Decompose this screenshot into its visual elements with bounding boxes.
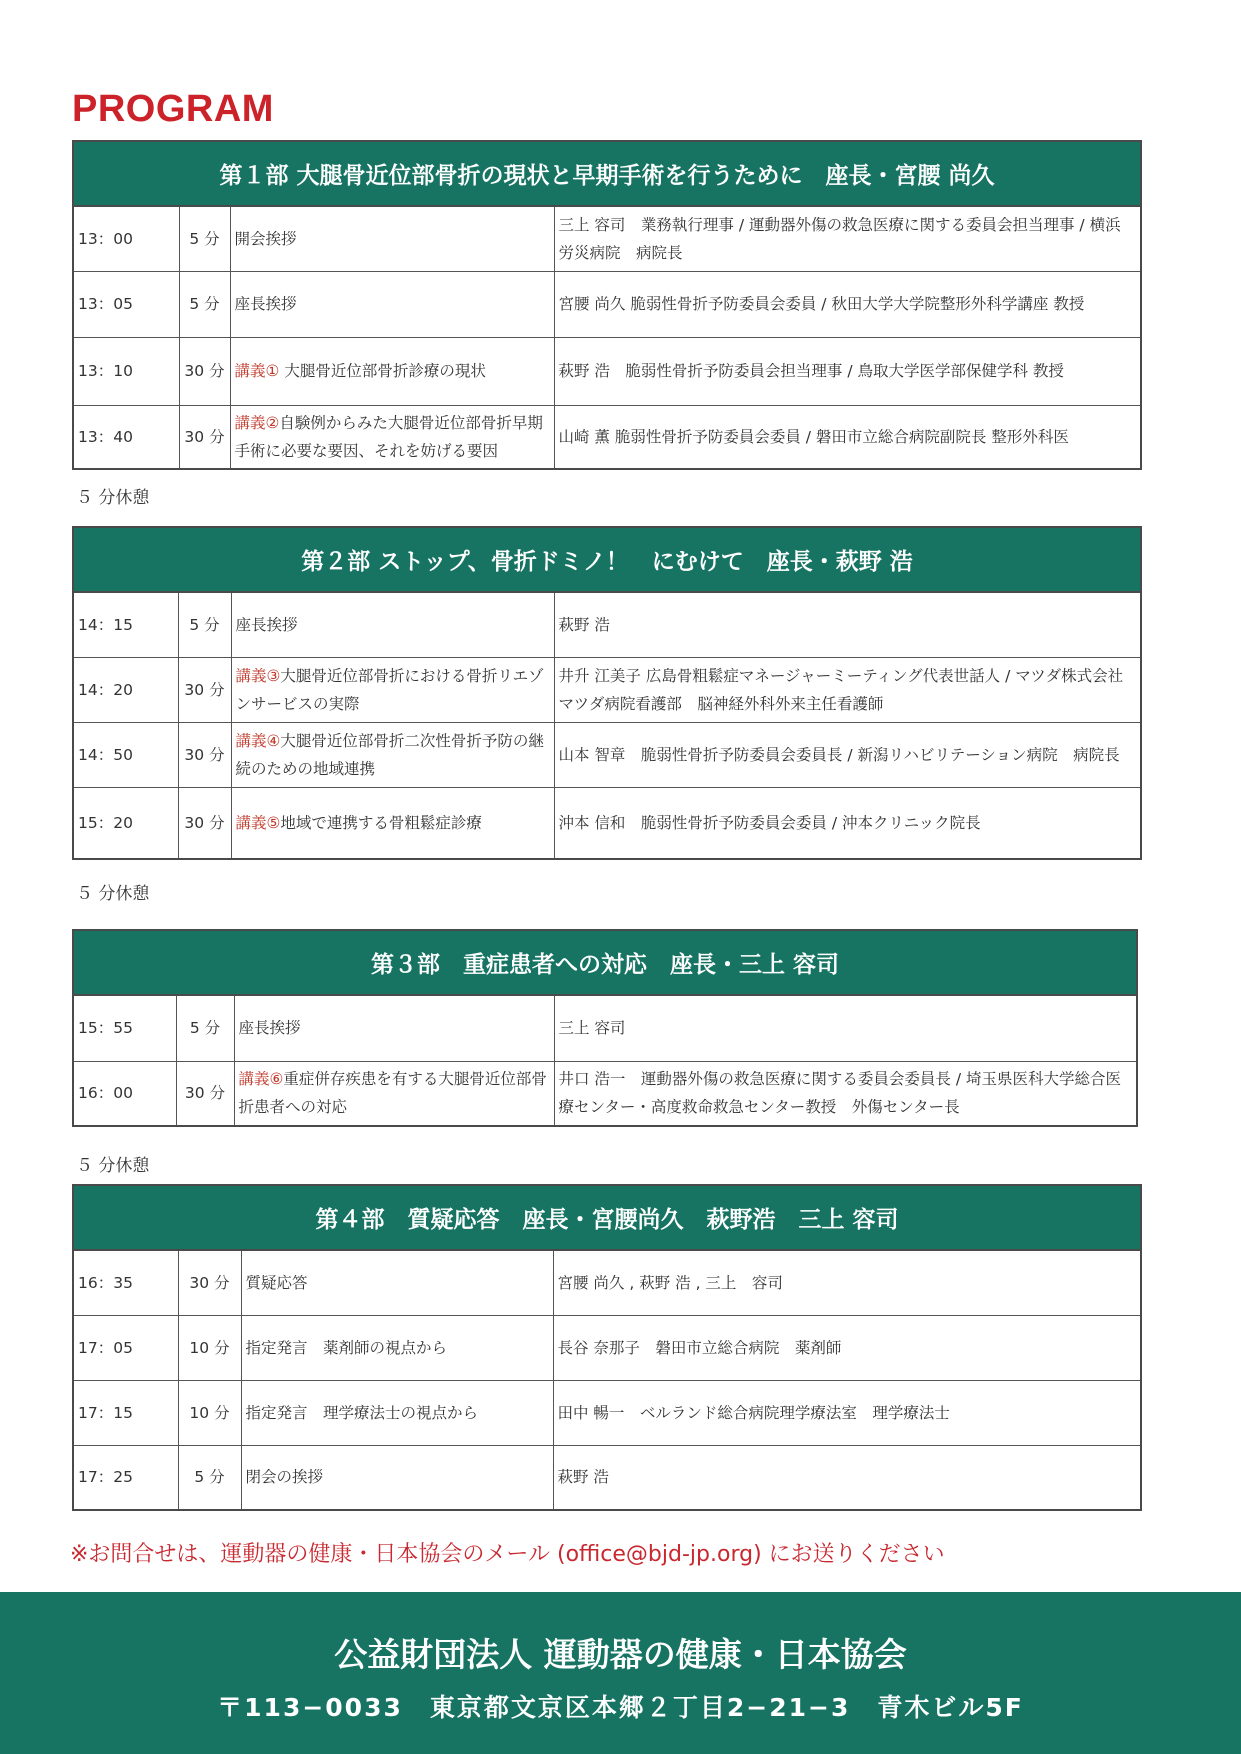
program-table-1 bbox=[72, 140, 1142, 470]
duration-cell: 30 分 bbox=[178, 1250, 241, 1315]
table-row bbox=[73, 1380, 1141, 1445]
topic-cell bbox=[231, 787, 554, 859]
speaker-cell: 長谷 奈那子 磐田市立総合病院 薬剤師 bbox=[553, 1315, 1141, 1380]
topic-cell bbox=[230, 337, 554, 405]
topic-cell bbox=[231, 657, 554, 722]
speaker-cell: 萩野 浩 bbox=[553, 1445, 1141, 1510]
topic-cell bbox=[230, 271, 554, 337]
lecture-label: 講義② bbox=[234, 413, 280, 432]
table-row bbox=[73, 1061, 1137, 1126]
speaker-cell: 山崎 薫 脆弱性骨折予防委員会委員 / 磐田市立総合病院副院長 整形外科医 bbox=[554, 405, 1141, 469]
time-cell: 13：10 bbox=[73, 337, 179, 405]
section-header: 第２部 ストップ、骨折ドミノ！ にむけて 座長・萩野 浩 bbox=[73, 527, 1141, 592]
table-row bbox=[73, 722, 1141, 787]
speaker-cell: 三上 容司 bbox=[554, 995, 1137, 1061]
topic-cell bbox=[230, 405, 554, 469]
time-cell: 14：50 bbox=[73, 722, 178, 787]
lecture-label: 講義① bbox=[234, 362, 280, 380]
table-row bbox=[73, 337, 1141, 405]
duration-cell: 30 分 bbox=[178, 722, 231, 787]
time-cell: 17：25 bbox=[73, 1445, 178, 1510]
duration-cell: 5 分 bbox=[179, 206, 230, 271]
duration-cell: 5 分 bbox=[179, 271, 230, 337]
speaker-cell: 三上 容司 業務執行理事 / 運動器外傷の救急医療に関する委員会担当理事 / 横浜労災病院 病院長 bbox=[554, 206, 1141, 271]
topic-text: 地域で連携する骨粗鬆症診療 bbox=[280, 813, 482, 832]
topic-text: 重症併存疾患を有する大腿骨近位部骨折患者への対応 bbox=[238, 1070, 547, 1117]
contact-note: ※お問合せは、運動器の健康・日本協会のメール (office@bjd-jp.org) にお送りください bbox=[70, 1542, 945, 1567]
lecture-label: 講義③ bbox=[235, 666, 281, 685]
time-cell: 15：20 bbox=[73, 787, 178, 859]
program-table-3 bbox=[72, 929, 1138, 1127]
duration-cell: 30 分 bbox=[178, 657, 231, 722]
lecture-label: 講義④ bbox=[235, 731, 281, 750]
duration-cell: 30 分 bbox=[179, 337, 230, 405]
section-4 bbox=[72, 1184, 1142, 1511]
duration-cell: 10 分 bbox=[178, 1380, 241, 1445]
duration-cell: 10 分 bbox=[178, 1315, 241, 1380]
topic-cell bbox=[241, 1445, 553, 1510]
time-cell: 13：00 bbox=[73, 206, 179, 271]
topic-cell bbox=[231, 592, 554, 657]
table-row bbox=[73, 405, 1141, 469]
topic-text: 自験例からみた大腿骨近位部骨折早期手術に必要な要因、それを妨げる要因 bbox=[234, 413, 543, 460]
duration-cell: 30 分 bbox=[179, 405, 230, 469]
topic-cell bbox=[231, 722, 554, 787]
time-cell: 16：35 bbox=[73, 1250, 178, 1315]
time-cell: 17：05 bbox=[73, 1315, 178, 1380]
topic-text: 座長挨拶 bbox=[235, 615, 298, 634]
topic-cell bbox=[234, 1061, 554, 1126]
table-row bbox=[73, 271, 1141, 337]
break-label: ５ 分休憩 bbox=[76, 1156, 150, 1176]
topic-text: 座長挨拶 bbox=[234, 295, 297, 313]
topic-text: 指定発言 理学療法士の視点から bbox=[245, 1403, 479, 1422]
time-cell: 15：55 bbox=[73, 995, 176, 1061]
time-cell: 14：20 bbox=[73, 657, 178, 722]
speaker-cell: 山本 智章 脆弱性骨折予防委員会委員長 / 新潟リハビリテーション病院 病院長 bbox=[554, 722, 1141, 787]
duration-cell: 5 分 bbox=[176, 995, 234, 1061]
time-cell: 16：00 bbox=[73, 1061, 176, 1126]
topic-text: 大腿骨近位部骨折における骨折リエゾンサービスの実際 bbox=[235, 666, 544, 713]
topic-text: 質疑応答 bbox=[245, 1273, 308, 1292]
break-label: ５ 分休憩 bbox=[76, 884, 150, 904]
program-table-2 bbox=[72, 526, 1142, 860]
footer bbox=[0, 1592, 1241, 1754]
section-header: 第３部 重症患者への対応 座長・三上 容司 bbox=[73, 930, 1137, 995]
speaker-cell: 井升 江美子 広島骨粗鬆症マネージャーミーティング代表世話人 / マツダ株式会社マツダ病院看護部 脳神経外科外来主任看護師 bbox=[554, 657, 1141, 722]
section-header: 第４部 質疑応答 座長・宮腰尚久 萩野浩 三上 容司 bbox=[73, 1185, 1141, 1250]
organization-address: 〒113−0033 東京都文京区本郷２丁目2−21−3 青木ビル5F bbox=[217, 1693, 1024, 1722]
topic-text: 大腿骨近位部骨折診療の現状 bbox=[279, 362, 486, 380]
topic-text: 開会挨拶 bbox=[234, 229, 297, 248]
speaker-cell: 萩野 浩 脆弱性骨折予防委員会担当理事 / 鳥取大学医学部保健学科 教授 bbox=[554, 337, 1141, 405]
organization-name: 公益財団法人 運動器の健康・日本協会 bbox=[334, 1635, 907, 1674]
section-2 bbox=[72, 526, 1142, 860]
table-row bbox=[73, 995, 1137, 1061]
break-label: ５ 分休憩 bbox=[76, 488, 150, 508]
speaker-cell: 田中 暢一 ベルランド総合病院理学療法室 理学療法士 bbox=[553, 1380, 1141, 1445]
table-row bbox=[73, 1445, 1141, 1510]
topic-cell bbox=[241, 1315, 553, 1380]
program-table-4 bbox=[72, 1184, 1142, 1511]
page-title: PROGRAM bbox=[72, 88, 274, 130]
duration-cell: 5 分 bbox=[178, 592, 231, 657]
topic-cell bbox=[230, 206, 554, 271]
table-row bbox=[73, 592, 1141, 657]
table-row bbox=[73, 206, 1141, 271]
topic-cell bbox=[241, 1380, 553, 1445]
speaker-cell: 宮腰 尚久 , 萩野 浩 , 三上 容司 bbox=[553, 1250, 1141, 1315]
speaker-cell: 宮腰 尚久 脆弱性骨折予防委員会委員 / 秋田大学大学院整形外科学講座 教授 bbox=[554, 271, 1141, 337]
speaker-cell: 沖本 信和 脆弱性骨折予防委員会委員 / 沖本クリニック院長 bbox=[554, 787, 1141, 859]
time-cell: 17：15 bbox=[73, 1380, 178, 1445]
topic-text: 座長挨拶 bbox=[238, 1019, 301, 1038]
lecture-label: 講義⑤ bbox=[235, 813, 281, 832]
table-row bbox=[73, 1250, 1141, 1315]
speaker-cell: 萩野 浩 bbox=[554, 592, 1141, 657]
lecture-label: 講義⑥ bbox=[238, 1070, 284, 1089]
topic-text: 閉会の挨拶 bbox=[245, 1468, 324, 1487]
table-row bbox=[73, 787, 1141, 859]
table-row bbox=[73, 1315, 1141, 1380]
time-cell: 13：40 bbox=[73, 405, 179, 469]
table-row bbox=[73, 657, 1141, 722]
topic-text: 指定発言 薬剤師の視点から bbox=[245, 1338, 448, 1357]
duration-cell: 30 分 bbox=[178, 787, 231, 859]
time-cell: 14：15 bbox=[73, 592, 178, 657]
section-1 bbox=[72, 140, 1142, 470]
topic-cell bbox=[234, 995, 554, 1061]
duration-cell: 5 分 bbox=[178, 1445, 241, 1510]
time-cell: 13：05 bbox=[73, 271, 179, 337]
topic-text: 大腿骨近位部骨折二次性骨折予防の継続のための地域連携 bbox=[235, 731, 544, 778]
duration-cell: 30 分 bbox=[176, 1061, 234, 1126]
section-header: 第１部 大腿骨近位部骨折の現状と早期手術を行うために 座長・宮腰 尚久 bbox=[73, 141, 1141, 206]
section-3 bbox=[72, 929, 1138, 1127]
topic-cell bbox=[241, 1250, 553, 1315]
speaker-cell: 井口 浩一 運動器外傷の救急医療に関する委員会委員長 / 埼玉県医科大学総合医療センター・高度救命救急センター教授 外傷センター長 bbox=[554, 1061, 1137, 1126]
